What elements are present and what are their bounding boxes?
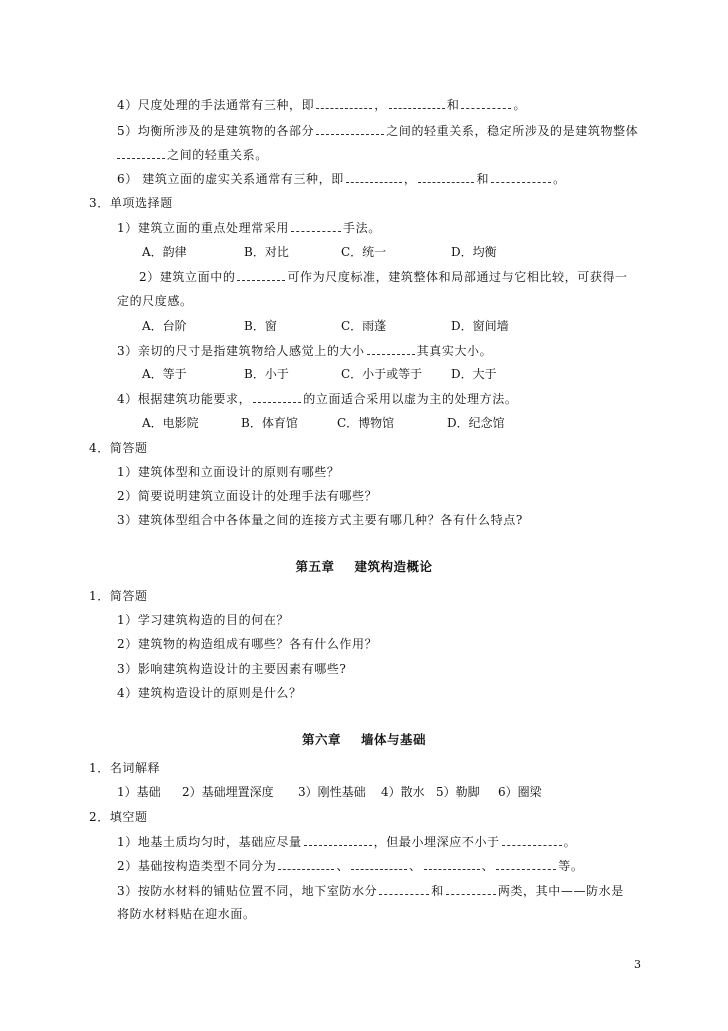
term-item: 6）圈梁 bbox=[498, 785, 542, 799]
option-d: D．纪念馆 bbox=[447, 416, 505, 430]
term-item: 3）刚性基础 bbox=[298, 785, 366, 799]
ch4-fill-q5-cont: 之间的轻重关系。 bbox=[117, 146, 268, 163]
answer-blank bbox=[117, 146, 165, 159]
answer-blank bbox=[316, 122, 384, 135]
option-c: C．雨蓬 bbox=[341, 319, 387, 333]
option-b: B．体育馆 bbox=[241, 416, 298, 430]
section-title-short: 4．简答题 bbox=[89, 441, 148, 455]
answer-blank bbox=[316, 96, 372, 109]
choice-q2: 2）建筑立面中的 可作为尺度标准，建筑整体和局部通过与它相比较，可获得一 bbox=[139, 270, 628, 284]
option-a: A．电影院 bbox=[142, 416, 199, 430]
choice-q3: 3）亲切的尺寸是指建筑物给人感觉上的大小 其真实大小。 bbox=[117, 344, 493, 358]
term-item: 2）基础埋置深度 bbox=[182, 785, 274, 799]
choice-q4: 4）根据建筑功能要求， 的立面适合采用以虚为主的处理方法。 bbox=[117, 392, 518, 406]
option-a: A．台阶 bbox=[142, 319, 187, 333]
term-item: 4）散水 bbox=[381, 785, 425, 799]
choice-q1: 1）建筑立面的重点处理常采用 手法。 bbox=[117, 221, 381, 235]
chapter-title: 墙体与基础 bbox=[361, 732, 427, 747]
short-item: 2）建筑物的构造组成有哪些？各有什么作用？ bbox=[117, 637, 378, 651]
ch4-fill-q6: 6） 建筑立面的虚实关系通常有三种，即 ， 和 。 bbox=[117, 172, 566, 186]
fill-q3-cont: 将防水材料贴在迎水面。 bbox=[117, 907, 256, 921]
answer-blank bbox=[304, 833, 372, 846]
fill-q3: 3）按防水材料的铺贴位置不同，地下室防水分 和 两类，其中——防水是 bbox=[117, 884, 624, 898]
ch4-fill-q4: 4）尺度处理的手法通常有三种，即 ， 和 。 bbox=[117, 98, 527, 112]
option-b: B．对比 bbox=[244, 245, 289, 259]
option-d: D．均衡 bbox=[451, 245, 497, 259]
short-item: 3）建筑体型组合中各体量之间的连接方式主要有哪几种？各有什么特点? bbox=[117, 513, 523, 527]
ch4-fill-q5: 5）均衡所涉及的是建筑物的各部分 之间的轻重关系，稳定所涉及的是建筑物整体 bbox=[117, 124, 639, 138]
answer-blank bbox=[346, 170, 402, 183]
page-number: 3 bbox=[634, 958, 641, 971]
answer-blank bbox=[351, 857, 407, 870]
chapter-title: 建筑构造概论 bbox=[354, 559, 433, 574]
option-d: D．大于 bbox=[451, 367, 497, 381]
short-item: 3）影响建筑构造设计的主要因素有哪些? bbox=[117, 662, 347, 676]
option-b: B．小于 bbox=[244, 367, 289, 381]
answer-blank bbox=[461, 96, 511, 109]
option-c: C．统一 bbox=[341, 245, 387, 259]
fill-q1: 1）地基土质均匀时，基础应尽量 ，但最小埋深应不小于 。 bbox=[117, 835, 577, 849]
answer-blank bbox=[491, 170, 551, 183]
chapter5-heading bbox=[0, 559, 728, 575]
section-title-short: 1．简答题 bbox=[89, 589, 148, 603]
answer-blank bbox=[237, 268, 285, 281]
option-c: C．博物馆 bbox=[337, 416, 395, 430]
section-title-choice: 3．单项选择题 bbox=[89, 196, 173, 210]
short-item: 1）学习建筑构造的目的何在？ bbox=[117, 613, 290, 627]
answer-blank bbox=[502, 833, 562, 846]
option-b: B．窗 bbox=[244, 319, 277, 333]
chapter-number: 第五章 bbox=[295, 559, 335, 574]
answer-blank bbox=[389, 96, 445, 109]
fill-q2: 2）基础按构造类型不同分为 、 、 、 等。 bbox=[117, 859, 584, 873]
answer-blank bbox=[379, 882, 429, 895]
chapter6-heading bbox=[0, 732, 728, 748]
answer-blank bbox=[291, 219, 341, 232]
answer-blank bbox=[253, 390, 301, 403]
section-title-terms: 1．名词解释 bbox=[89, 761, 161, 775]
short-item: 4）建筑构造设计的原则是什么？ bbox=[117, 686, 302, 700]
short-item: 2）简要说明建筑立面设计的处理手法有哪些？ bbox=[117, 489, 378, 503]
term-item: 5）勒脚 bbox=[436, 785, 480, 799]
short-item: 1）建筑体型和立面设计的原则有哪些？ bbox=[117, 465, 340, 479]
answer-blank bbox=[496, 857, 556, 870]
option-a: A．等于 bbox=[142, 367, 187, 381]
answer-blank bbox=[278, 857, 334, 870]
chapter-number: 第六章 bbox=[301, 732, 341, 747]
option-c: C．小于或等于 bbox=[341, 367, 423, 381]
term-item: 1）基础 bbox=[117, 785, 161, 799]
answer-blank bbox=[418, 170, 474, 183]
answer-blank bbox=[446, 882, 496, 895]
section-title-fill: 2．填空题 bbox=[89, 810, 148, 824]
choice-q2-cont: 定的尺度感。 bbox=[117, 294, 193, 308]
option-a: A．韵律 bbox=[142, 245, 187, 259]
answer-blank bbox=[367, 342, 415, 355]
option-d: D．窗间墙 bbox=[451, 319, 509, 333]
answer-blank bbox=[424, 857, 480, 870]
